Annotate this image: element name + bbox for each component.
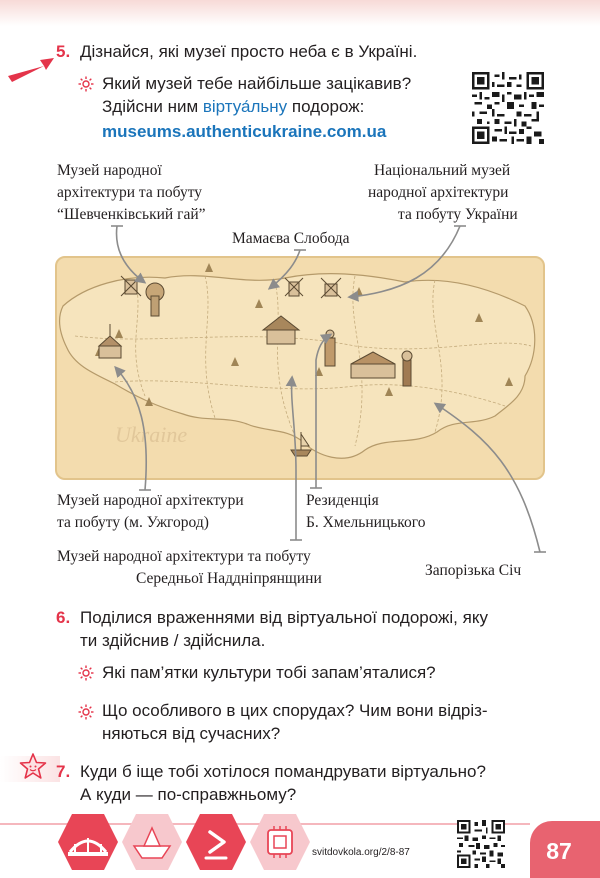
caption-dnipro-line2: Середньої Наддніпрянщини	[136, 570, 322, 587]
caption-national-line2: народної архітектури	[368, 184, 509, 201]
caption-shevchenko-line3: “Шевченківський гай”	[57, 206, 206, 223]
task-6-question-2-line2: няються від сучасних?	[102, 724, 281, 743]
ukraine-museums-map	[55, 256, 545, 480]
task-6-line2: ти здійснив / здійснила.	[80, 631, 266, 650]
caption-national-line1: Національний музей	[374, 162, 511, 179]
question-line2-suffix: подорож:	[287, 97, 365, 116]
chip-hex-icon	[248, 812, 312, 872]
task-7-number: 7.	[56, 762, 71, 781]
caption-uzhhorod-line1: Музей народної архітектури	[57, 492, 244, 509]
task-6-number: 6.	[56, 608, 71, 627]
footer-qr-code-icon[interactable]	[457, 820, 505, 868]
task-5-question-line1: Який музей тебе найбільше зацікавив?	[102, 74, 412, 93]
caption-shevchenko-line2: архітектури та побуту	[57, 184, 203, 201]
caption-dnipro-line1: Музей народної архітектури та побуту	[57, 548, 311, 565]
sun-bullet-icon	[78, 665, 94, 681]
caption-mamaeva: Мамаєва Слобода	[232, 230, 350, 247]
task-5-number: 5.	[56, 42, 71, 61]
footer-url[interactable]: svitdovkola.org/2/8-87	[312, 847, 410, 858]
caption-sich: Запорізька Січ	[425, 562, 522, 579]
sun-bullet-icon	[78, 76, 94, 92]
code-hex-icon	[184, 812, 248, 872]
smiling-star-icon	[18, 752, 48, 782]
bridge-hex-icon	[56, 812, 120, 872]
sun-bullet-icon	[78, 704, 94, 720]
paper-boat-hex-icon	[120, 812, 184, 872]
question-line2-prefix: Здійсни ним	[102, 97, 203, 116]
map-watermark-text: Ukraine	[115, 422, 188, 447]
task-5-question-line2	[102, 96, 364, 118]
task-6-question-2-line1: Що особливого в цих спорудах? Чим вони відріз-	[102, 701, 488, 720]
museums-url-link[interactable]: museums.authenticukraine.com.ua	[102, 122, 387, 141]
caption-shevchenko-line1: Музей народної	[57, 162, 162, 179]
task-7-line2: А куди — по-справжньому?	[80, 785, 297, 804]
task-5-text: Дізнайся, які музеї просто неба є в Україні.	[80, 42, 418, 61]
map-illustration	[55, 256, 545, 480]
task-7-line1: Куди б іще тобі хотілося помандрувати віртуально?	[80, 762, 486, 781]
caption-uzhhorod-line2: та побуту (м. Ужгород)	[57, 514, 209, 531]
pink-arrow-icon	[4, 52, 56, 86]
caption-national-line3: та побуту України	[398, 206, 518, 223]
top-band	[0, 0, 600, 26]
caption-khmelnytskyi-line1: Резиденція	[306, 492, 379, 509]
page-number: 87	[546, 838, 572, 864]
caption-khmelnytskyi-line2: Б. Хмельницького	[306, 514, 426, 531]
task-6-question-1: Які пам’ятки культури тобі запам’яталися?	[102, 663, 436, 682]
qr-code-icon[interactable]	[472, 72, 544, 144]
task-6-line1: Поділися враженнями від віртуальної подорожі, яку	[80, 608, 488, 627]
khmelnytskyi-landmark	[325, 330, 335, 366]
virtual-link-word: віртуа́льну	[202, 97, 288, 116]
